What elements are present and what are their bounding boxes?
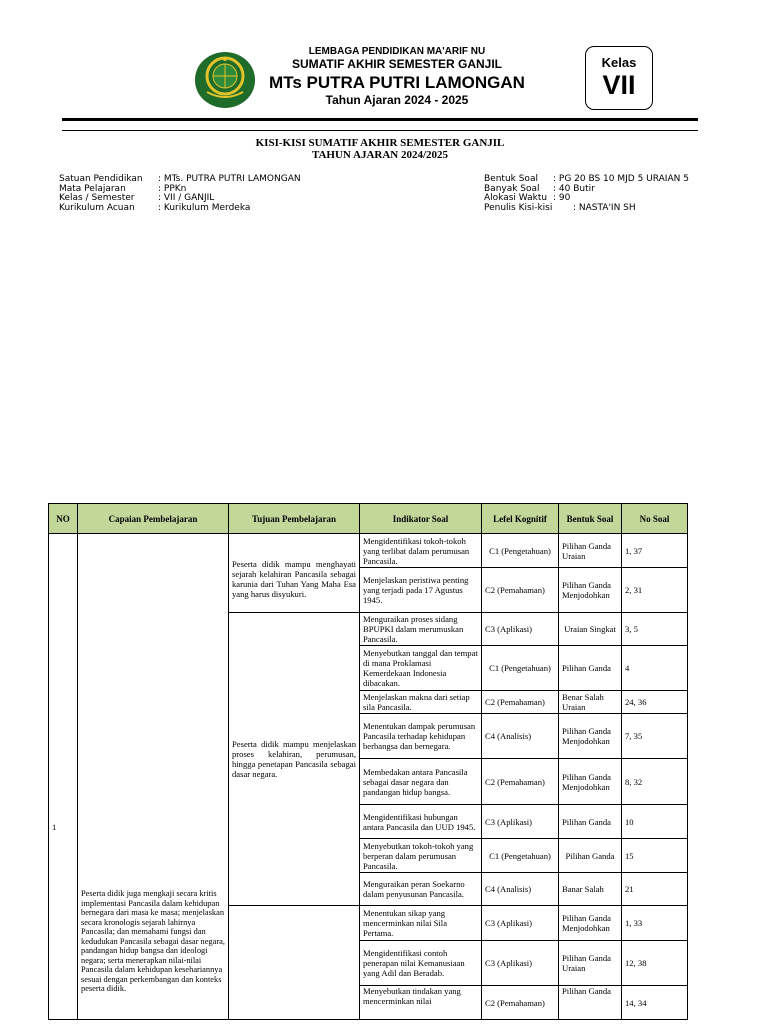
col-header-level: Lefel Kognitif <box>482 504 559 534</box>
cell-indikator: Mengidentifikasi hubungan antara Pancasila dan UUD 1945. <box>360 805 482 839</box>
cell-no-soal: 3, 5 <box>622 613 688 646</box>
cell-level: C4 (Analisis) <box>482 714 559 759</box>
cell-indikator: Menentukan dampak perumusan Pancasila terhadap kehidupan berbangsa dan bernegara. <box>360 714 482 759</box>
cell-no-soal: 10 <box>622 805 688 839</box>
col-header-tujuan: Tujuan Pembelajaran <box>229 504 360 534</box>
meta-key: Satuan Pendidikan <box>59 174 143 184</box>
cell-bentuk: Pilihan Ganda Menjodohkan <box>559 759 622 805</box>
meta-key: Bentuk Soal <box>484 174 538 184</box>
cell-no-soal: 1, 37 <box>622 534 688 568</box>
cell-level: C1 (Pengetahuan) <box>482 839 559 873</box>
school-logo <box>193 50 257 110</box>
cell-bentuk: Benar Salah Uraian <box>559 691 622 714</box>
academic-year: Tahun Ajaran 2024 - 2025 <box>325 93 469 107</box>
cell-indikator: Menyebutkan tokoh-tokoh yang berperan dalam perumusan Pancasila. <box>360 839 482 873</box>
meta-key: Banyak Soal <box>484 183 540 194</box>
cell-tujuan: Peserta didik mampu menjelaskan proses kelahiran, perumusan, hingga penetapan Pancasila sebagai dasar negara. <box>229 613 360 906</box>
document-subtitle: TAHUN AJARAN 2024/2025 <box>311 149 449 161</box>
meta-value: : Kurikulum Merdeka <box>158 202 251 213</box>
cell-bentuk: Banar Salah <box>559 873 622 906</box>
cell-level: C3 (Aplikasi) <box>482 906 559 941</box>
table-row <box>49 534 688 568</box>
header-rule-thick <box>62 118 698 121</box>
meta-key: Kelas / Semester <box>59 193 135 204</box>
class-badge <box>585 46 653 110</box>
cell-no-soal: 15 <box>622 839 688 873</box>
cell-bentuk: Pilihan Ganda <box>559 986 622 1020</box>
meta-key: Alokasi Waktu <box>484 193 548 204</box>
cell-indikator: Menjelaskan peristiwa penting yang terjadi pada 17 Agustus 1945. <box>360 568 482 613</box>
col-header-no: NO <box>49 504 78 534</box>
cell-indikator: Membedakan antara Pancasila sebagai dasar negara dan pandangan hidup bangsa. <box>360 759 482 805</box>
cell-indikator: Menjelaskan makna dari setiap sila Pancasila. <box>360 691 482 714</box>
cell-bentuk: Pilihan Ganda Menjodohkan <box>559 568 622 613</box>
header-rule-thin <box>62 130 698 131</box>
meta-key: Kurikulum Acuan <box>59 202 135 213</box>
cell-no-soal: 7, 35 <box>622 714 688 759</box>
cell-bentuk: Pilihan Ganda <box>559 646 622 691</box>
class-label: Kelas <box>601 55 637 70</box>
cell-level: C2 (Pemahaman) <box>482 759 559 805</box>
cell-level: C2 (Pemahaman) <box>482 691 559 714</box>
cell-no-soal: 12, 38 <box>622 941 688 986</box>
cell-capaian <box>78 534 229 1020</box>
meta-left <box>59 175 301 213</box>
meta-value: : PPKn <box>158 183 187 194</box>
cell-indikator: Mengidentifikasi tokoh-tokoh yang terlibat dalam perumusan Pancasila. <box>360 534 482 568</box>
meta-value: : 40 Butir <box>553 183 595 194</box>
cell-indikator: Menyebutkan tindakan yang mencerminkan nilai <box>360 986 482 1020</box>
cell-indikator: Mengidentifikasi contoh penerapan nilai Kemanusiaan yang Adil dan Beradab. <box>360 941 482 986</box>
col-header-no-soal: No Soal <box>622 504 688 534</box>
cell-level: C1 (Pengetahuan) <box>482 646 559 691</box>
cell-level: C2 (Pemahaman) <box>482 986 559 1020</box>
col-header-bentuk: Bentuk Soal <box>559 504 622 534</box>
cell-bentuk: Pilihan Ganda <box>559 805 622 839</box>
cell-indikator: Menguraikan peran Soekarno dalam penyusunan Pancasila. <box>360 873 482 906</box>
meta-key: Penulis Kisi-kisi <box>484 202 553 213</box>
cell-indikator: Menentukan sikap yang mencerminkan nilai Sila Pertama. <box>360 906 482 941</box>
cell-level: C1 (Pengetahuan) <box>482 534 559 568</box>
cell-no-soal: 21 <box>622 873 688 906</box>
meta-value: : MTs. PUTRA PUTRI LAMONGAN <box>158 174 301 184</box>
cell-level: C3 (Aplikasi) <box>482 941 559 986</box>
cell-bentuk: Pilihan Ganda <box>559 839 622 873</box>
meta-value: : PG 20 BS 10 MJD 5 URAIAN 5 <box>553 174 689 184</box>
cell-bentuk: Pilihan Ganda Menjodohkan <box>559 714 622 759</box>
cell-tujuan: Peserta didik mampu menghayati sejarah kelahiran Pancasila sebagai karunia dari Tuhan Yang Maha Esa yang harus disyukuri. <box>229 534 360 613</box>
cell-bentuk: Uraian Singkat <box>559 613 622 646</box>
cell-indikator: Menyebutkan tanggal dan tempat di mana Proklamasi Kemerdekaan Indonesia dibacakan. <box>360 646 482 691</box>
foundation-name: LEMBAGA PENDIDIKAN MA'ARIF NU <box>308 46 486 57</box>
document-title: KISI-KISI SUMATIF AKHIR SEMESTER GANJIL <box>255 137 505 149</box>
col-header-capaian: Capaian Pembelajaran <box>78 504 229 534</box>
table-header-row <box>49 504 688 534</box>
capaian-text: Peserta didik juga mengkaji secara kritis implementasi Pancasila dalam kehidupan bernegara dari masa ke masa; menjelaskan secara kronologis sejarah lahirnya Pancasila; dan memahami fungsi dan kedudukan Pancasila sebagai dasar negara, pandangan hidup bangsa dan ideologi negara; serta menerapkan nilai-nilai Pancasila dalam kehidupan kesehariannya sesuai dengan perkembangan dan konteks peserta didik. <box>81 889 225 993</box>
meta-value: : 90 <box>553 193 571 204</box>
meta-value: : NASTA'IN SH <box>573 202 636 213</box>
cell-level: C4 (Analisis) <box>482 873 559 906</box>
cell-bentuk: Pilihan Ganda Uraian <box>559 534 622 568</box>
cell-tujuan <box>229 906 360 1020</box>
school-name: MTs PUTRA PUTRI LAMONGAN <box>269 73 525 92</box>
cell-no-soal: 1, 33 <box>622 906 688 941</box>
cell-no-soal: 2, 31 <box>622 568 688 613</box>
cell-no-soal: 8, 32 <box>622 759 688 805</box>
cell-no-soal: 14, 34 <box>622 986 688 1020</box>
meta-row <box>484 204 689 214</box>
kisi-kisi-table <box>48 503 688 1020</box>
cell-bentuk: Pilihan Ganda Uraian <box>559 941 622 986</box>
cell-bentuk: Pilihan Ganda Menjodohkan <box>559 906 622 941</box>
cell-level: C3 (Aplikasi) <box>482 805 559 839</box>
cell-no-soal: 24, 36 <box>622 691 688 714</box>
meta-row <box>59 204 301 214</box>
cell-no: 1 <box>49 534 78 1020</box>
cell-no-soal: 4 <box>622 646 688 691</box>
cell-level: C2 (Pemahaman) <box>482 568 559 613</box>
meta-value: : VII / GANJIL <box>158 193 215 204</box>
exam-name: SUMATIF AKHIR SEMESTER GANJIL <box>291 57 502 71</box>
cell-level: C3 (Aplikasi) <box>482 613 559 646</box>
col-header-indikator: Indikator Soal <box>360 504 482 534</box>
cell-indikator: Menguraikan proses sidang BPUPKI dalam merumuskan Pancasila. <box>360 613 482 646</box>
meta-key: Mata Pelajaran <box>59 183 126 194</box>
class-value: VII <box>602 70 636 100</box>
meta-right <box>484 175 689 213</box>
